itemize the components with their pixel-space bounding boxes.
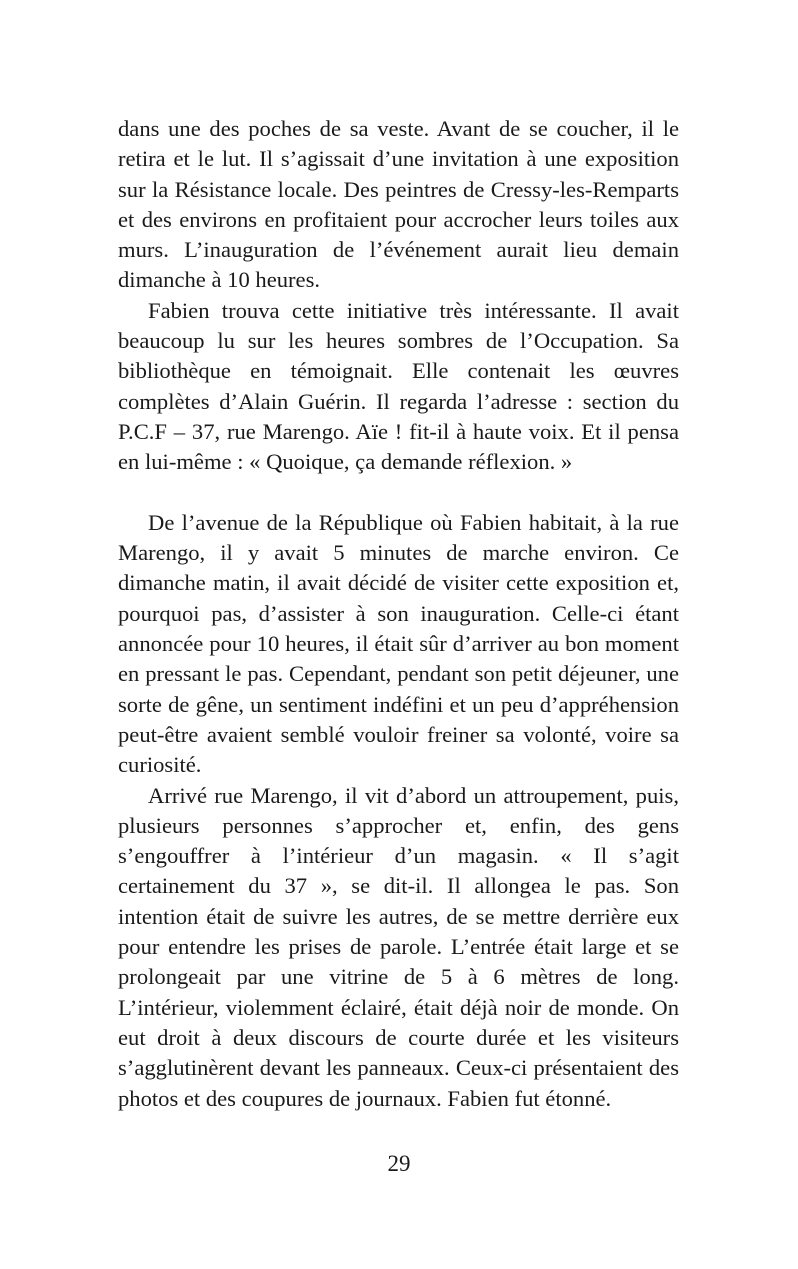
page-number: 29: [387, 1151, 411, 1176]
paragraph-avenue-republique: De l’avenue de la République où Fabien habitait, à la rue Marengo, il y avait 5 minutes de marche environ. Ce dimanche matin, il avait décidé de visiter cette exposition et, pourquoi pas, d’assister à son inauguration. Celle-ci étant annoncée pour 10 heures, il était sûr d’arriver au bon moment en pressant le pas. Cependant, pendant son petit déjeuner, une sorte de gêne, un sentiment indéfini et un peu d’appréhension peut-être avaient semblé vouloir freiner sa volonté, voire sa curiosité.: [118, 509, 679, 778]
paragraph-fabien-initiative: Fabien trouva cette initiative très intéressante. Il avait beaucoup lu sur les heures sombres de l’Occupation. Sa bibliothèque en témoignait. Elle contenait les œuvres complètes d’Alain Guérin. Il regarda l’adresse : section du P.C.F – 37, rue Marengo. Aïe ! fit-il à haute voix. Et il pensa en lui-même : « Quoique, ça demande réflexion. »: [118, 297, 679, 475]
section-break: [118, 478, 679, 508]
paragraph-continuation: dans une des poches de sa veste. Avant de se coucher, il le retira et le lut. Il s’agissait d’une invitation à une exposition sur la Résistance locale. Des peintres de Cressy-les-Remparts et des environs en profitaient pour accrocher leurs toiles aux murs. L’inauguration de l’événement aurait lieu demain dimanche à 10 heures.: [118, 116, 679, 293]
page-body: [118, 114, 679, 1114]
paragraph-arrive-rue-marengo: Arrivé rue Marengo, il vit d’abord un attroupement, puis, plusieurs personnes s’approcher et, enfin, des gens s’engouffrer à l’intérieur d’un magasin. « Il s’agit certainement du 37 », se dit-il. Il allongea le pas. Son intention était de suivre les autres, de se mettre derrière eux pour entendre les prises de parole. L’entrée était large et se prolongeait par une vitrine de 5 à 6 mètres de long. L’intérieur, violemment éclairé, était déjà noir de monde. On eut droit à deux discours de courte durée et les visiteurs s’agglutinèrent devant les panneaux. Ceux-ci présentaient des photos et des coupures de journaux. Fabien fut étonné.: [118, 782, 679, 1111]
